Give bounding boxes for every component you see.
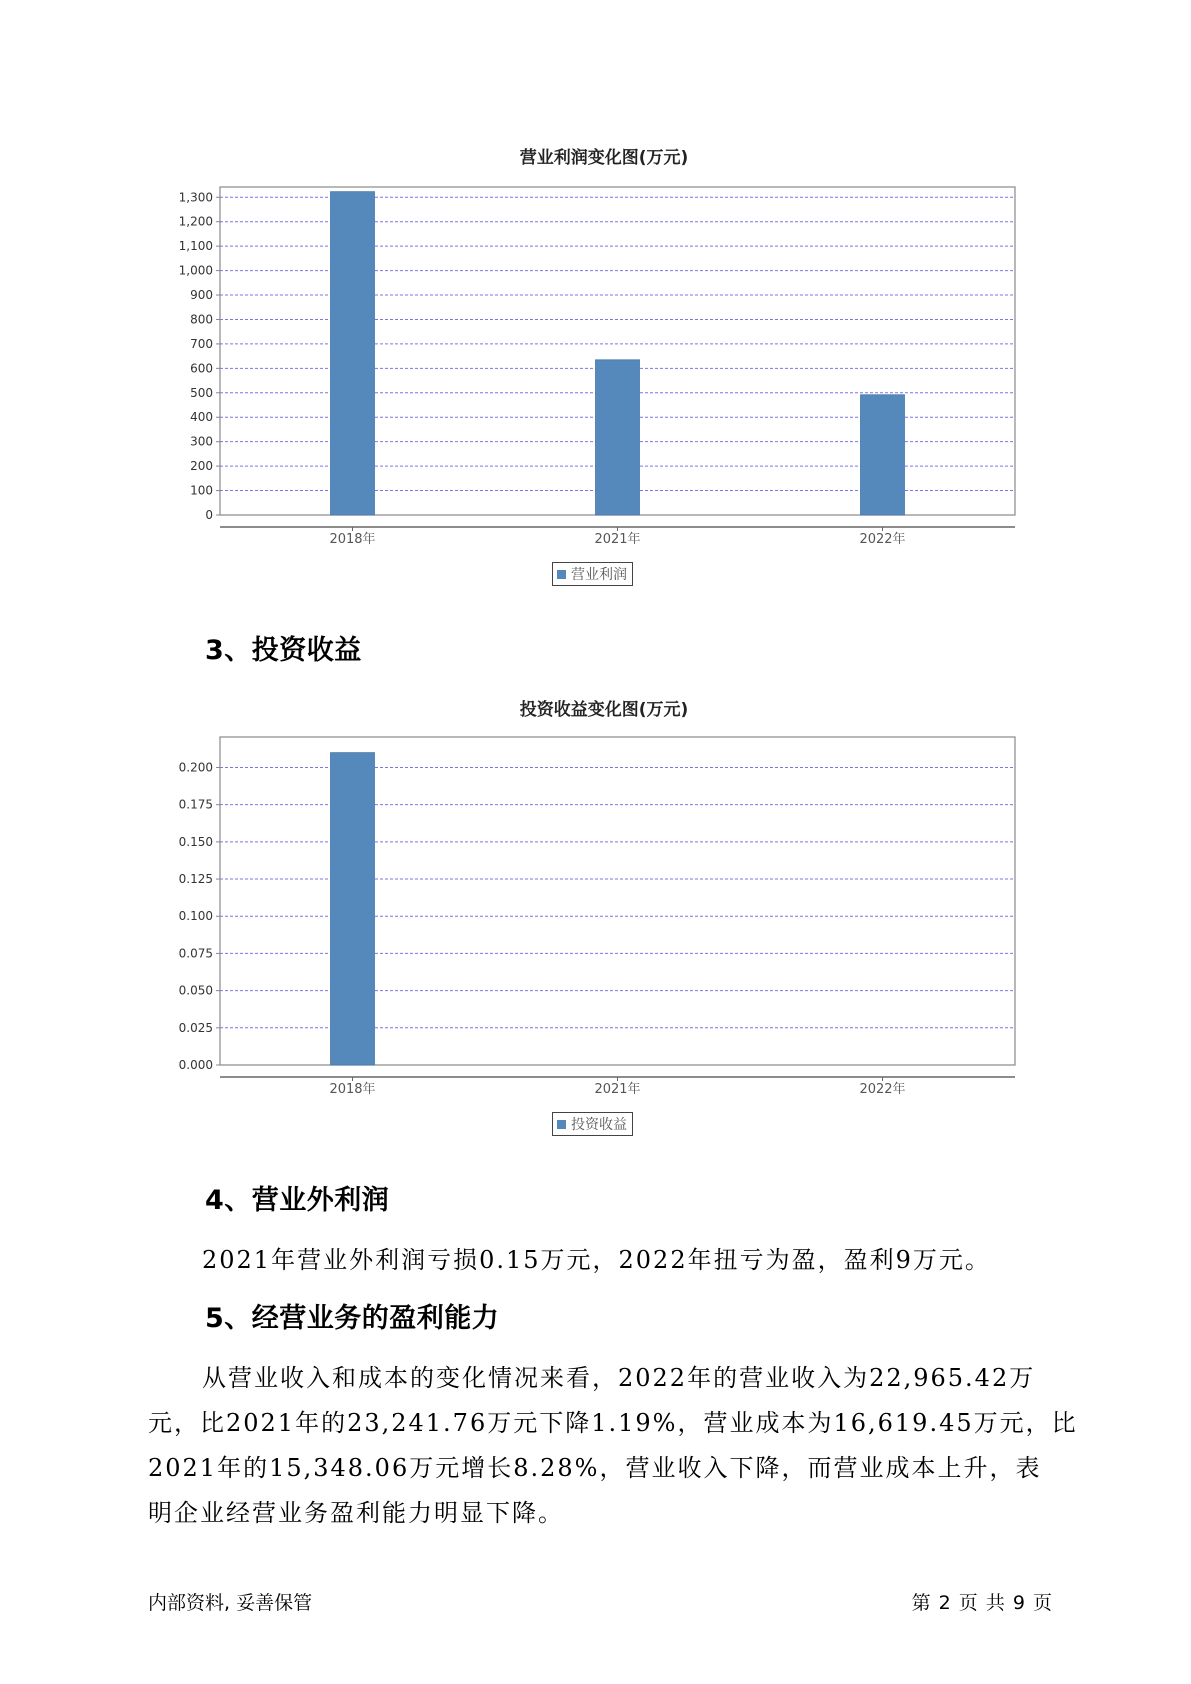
chart1-ytick-label: 400 xyxy=(190,410,213,425)
chart1-title: 营业利润变化图(万元) xyxy=(519,148,689,168)
chart1-ytick-label: 0 xyxy=(205,508,213,522)
chart2-ytick-label: 0.175 xyxy=(178,797,213,812)
chart1-ytick-label: 900 xyxy=(190,288,213,303)
chart1-xtick-label: 2021年 xyxy=(594,532,641,547)
chart1-ytick-label: 200 xyxy=(190,459,213,474)
profitability-line-4: 明企业经营业务盈利能力明显下降。 xyxy=(148,1499,564,1527)
section-heading-profitability: 5、经营业务的盈利能力 xyxy=(205,1303,500,1334)
chart1-ytick-label: 100 xyxy=(190,483,213,498)
legend-swatch-icon xyxy=(557,570,566,579)
chart2-legend xyxy=(552,1112,633,1136)
profitability-line-1: 从营业收入和成本的变化情况来看，2022年的营业收入为22,965.42万 xyxy=(202,1364,1036,1392)
chart2-ytick-label: 0.025 xyxy=(178,1020,213,1035)
chart2-xtick-label: 2022年 xyxy=(859,1082,906,1097)
investment-income-chart xyxy=(150,715,1020,1097)
footer-confidential: 内部资料, 妥善保管 xyxy=(148,1592,313,1614)
chart2-ytick-label: 0.000 xyxy=(178,1058,213,1072)
chart1-bar xyxy=(331,192,375,515)
operating-profit-chart xyxy=(150,165,1020,547)
legend-swatch-icon xyxy=(557,1120,566,1129)
chart1-legend xyxy=(552,562,633,586)
profitability-line-3: 2021年的15,348.06万元增长8.28%，营业收入下降，而营业成本上升，表 xyxy=(148,1454,1042,1482)
chart2-ytick-label: 0.125 xyxy=(178,872,213,887)
chart1-ytick-label: 800 xyxy=(190,312,213,327)
chart2-xtick-label: 2018年 xyxy=(329,1082,376,1097)
chart1-bar xyxy=(861,395,905,515)
chart1-bar xyxy=(596,360,640,515)
chart1-ytick-label: 1,100 xyxy=(178,239,213,254)
chart2-title: 投资收益变化图(万元) xyxy=(519,700,689,720)
chart1-ytick-label: 600 xyxy=(190,361,213,376)
nonoperating-paragraph: 2021年营业外利润亏损0.15万元，2022年扭亏为盈，盈利9万元。 xyxy=(202,1246,991,1274)
chart1-xtick-label: 2022年 xyxy=(859,532,906,547)
chart2-xtick-label: 2021年 xyxy=(594,1082,641,1097)
chart1-ytick-label: 700 xyxy=(190,336,213,351)
section-heading-investment: 3、投资收益 xyxy=(205,635,362,666)
chart2-ytick-label: 0.200 xyxy=(178,760,213,775)
chart1-xtick-label: 2018年 xyxy=(329,532,376,547)
chart1-ytick-label: 1,300 xyxy=(178,190,213,205)
footer-page-number: 第 2 页 共 9 页 xyxy=(911,1592,1053,1614)
chart1-ytick-label: 300 xyxy=(190,434,213,449)
chart2-bar xyxy=(331,753,375,1065)
chart2-ytick-label: 0.150 xyxy=(178,834,213,849)
chart1-ytick-label: 1,000 xyxy=(178,263,213,278)
section-heading-nonoperating: 4、营业外利润 xyxy=(205,1185,390,1216)
profitability-line-2: 元，比2021年的23,241.76万元下降1.19%，营业成本为16,619.45万元，比 xyxy=(148,1409,1078,1437)
chart2-ytick-label: 0.075 xyxy=(178,946,213,961)
chart2-ytick-label: 0.100 xyxy=(178,909,213,924)
chart1-ytick-label: 500 xyxy=(190,385,213,400)
chart2-ytick-label: 0.050 xyxy=(178,983,213,998)
chart2-legend-label: 投资收益 xyxy=(571,1117,627,1133)
chart1-ytick-label: 1,200 xyxy=(178,214,213,229)
chart1-legend-label: 营业利润 xyxy=(571,567,627,583)
